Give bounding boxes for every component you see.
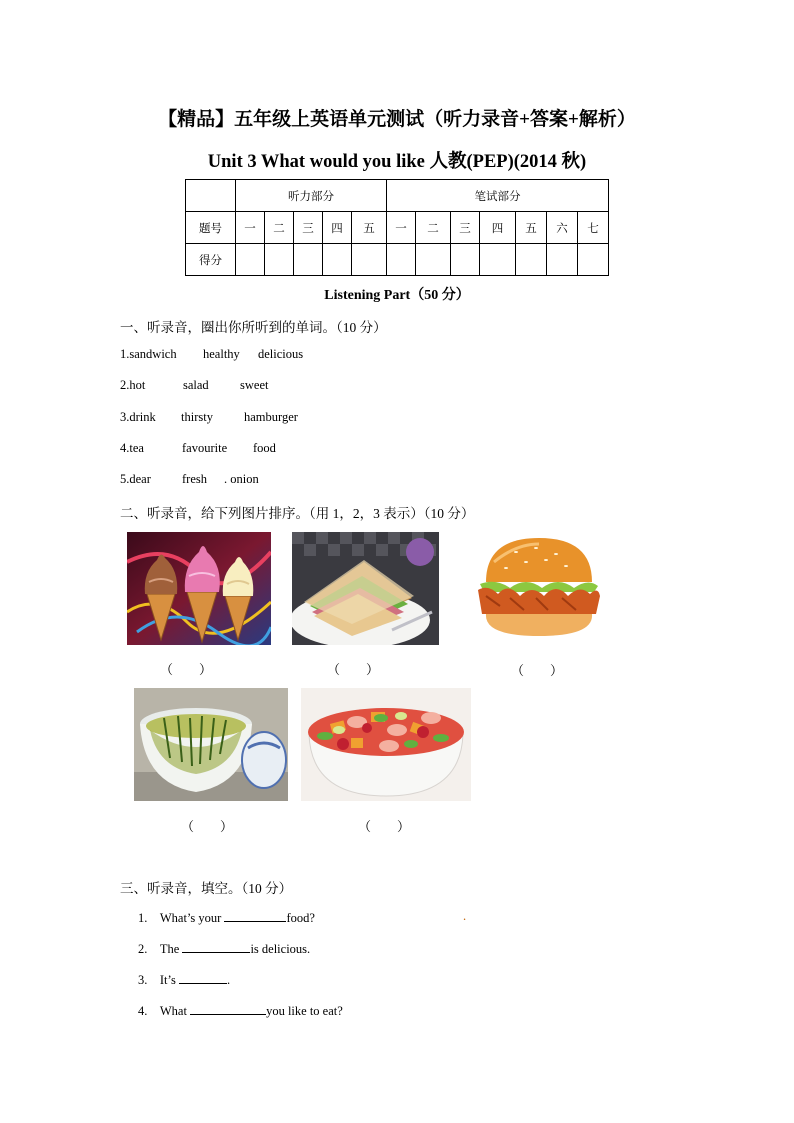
item-number: 1.	[138, 911, 148, 925]
fill-item	[138, 909, 315, 926]
score-cell[interactable]	[480, 244, 516, 276]
fill-blank[interactable]	[179, 971, 227, 984]
word-option[interactable]: salad	[183, 378, 209, 392]
section1-heading: 一、听录音，圈出你所听到的单词。（10 分）	[120, 320, 387, 335]
word-option[interactable]: hamburger	[244, 410, 298, 424]
score-cell[interactable]	[265, 244, 294, 276]
word-option[interactable]: 2.hot	[120, 378, 146, 392]
col-header: 五	[516, 212, 547, 244]
answer-blank[interactable]: （ ）	[181, 819, 234, 834]
word-option[interactable]: 5.dear	[120, 472, 151, 486]
writing-header: 笔试部分	[387, 180, 609, 212]
word-option[interactable]: healthy	[203, 347, 240, 361]
fruit-salad-picture	[301, 688, 471, 801]
word-option[interactable]: delicious	[258, 347, 304, 361]
row-label-number: 题号	[186, 212, 236, 244]
answer-blank[interactable]: （ ）	[160, 662, 213, 677]
score-cell[interactable]	[387, 244, 416, 276]
section2-heading: 二、听录音，给下列图片排序。（用 1，2，3 表示）（10 分）	[120, 506, 475, 521]
item-text: is delicious.	[250, 942, 311, 956]
row-label-score: 得分	[186, 244, 236, 276]
score-cell[interactable]	[236, 244, 265, 276]
page-subtitle: Unit 3 What would you like 人教(PEP)(2014 秋)	[207, 152, 587, 172]
col-header: 一	[236, 212, 265, 244]
item-number: 4.	[138, 1004, 148, 1018]
score-cell[interactable]	[323, 244, 352, 276]
col-header: 三	[294, 212, 323, 244]
score-cell[interactable]	[578, 244, 609, 276]
fill-blank[interactable]	[224, 909, 286, 922]
answer-blank[interactable]: （ ）	[358, 819, 411, 834]
score-cell[interactable]	[516, 244, 547, 276]
score-cell[interactable]	[352, 244, 387, 276]
item-text: you like to eat?	[266, 1004, 343, 1018]
col-header: 六	[547, 212, 578, 244]
table-corner-cell	[186, 180, 236, 212]
score-cell[interactable]	[547, 244, 578, 276]
col-header: 三	[451, 212, 480, 244]
col-header: 一	[387, 212, 416, 244]
score-cell[interactable]	[294, 244, 323, 276]
page-title: 【精品】五年级上英语单元测试（听力录音+答案+解析）	[158, 109, 636, 130]
fill-blank[interactable]	[190, 1002, 266, 1015]
col-header: 七	[578, 212, 609, 244]
fill-item	[138, 940, 310, 957]
fill-blank[interactable]	[182, 940, 250, 953]
stray-dot: .	[463, 909, 467, 923]
col-header: 二	[416, 212, 451, 244]
word-option[interactable]: fresh	[182, 472, 207, 486]
item-text: It’s	[159, 973, 179, 987]
hamburger-picture	[476, 532, 602, 642]
green-tea-picture	[134, 688, 288, 801]
item-number: 3.	[138, 973, 148, 987]
score-table	[185, 179, 609, 276]
col-header: 五	[352, 212, 387, 244]
item-text: What	[159, 1004, 191, 1018]
listening-header: 听力部分	[236, 180, 387, 212]
answer-blank[interactable]: （ ）	[511, 663, 564, 678]
item-text: food?	[286, 911, 315, 925]
word-option[interactable]: thirsty	[181, 410, 213, 424]
word-option[interactable]: . onion	[224, 472, 259, 486]
ice-cream-picture	[127, 532, 271, 645]
fill-item	[138, 971, 230, 988]
item-text: What’s your	[159, 911, 225, 925]
fill-item	[138, 1002, 343, 1019]
item-text: .	[226, 973, 231, 987]
item-text: The	[159, 942, 183, 956]
sandwich-picture	[292, 532, 439, 645]
col-header: 二	[265, 212, 294, 244]
score-cell[interactable]	[416, 244, 451, 276]
word-option[interactable]: food	[253, 441, 276, 455]
section3-heading: 三、听录音，填空。（10 分）	[120, 881, 293, 896]
word-option[interactable]: 3.drink	[120, 410, 156, 424]
col-header: 四	[480, 212, 516, 244]
score-cell[interactable]	[451, 244, 480, 276]
item-number: 2.	[138, 942, 148, 956]
col-header: 四	[323, 212, 352, 244]
word-option[interactable]: 1.sandwich	[120, 347, 177, 361]
word-option[interactable]: sweet	[240, 378, 269, 392]
listening-part-heading: Listening Part（50 分）	[324, 288, 470, 303]
answer-blank[interactable]: （ ）	[327, 662, 380, 677]
word-option[interactable]: 4.tea	[120, 441, 144, 455]
word-option[interactable]: favourite	[182, 441, 228, 455]
